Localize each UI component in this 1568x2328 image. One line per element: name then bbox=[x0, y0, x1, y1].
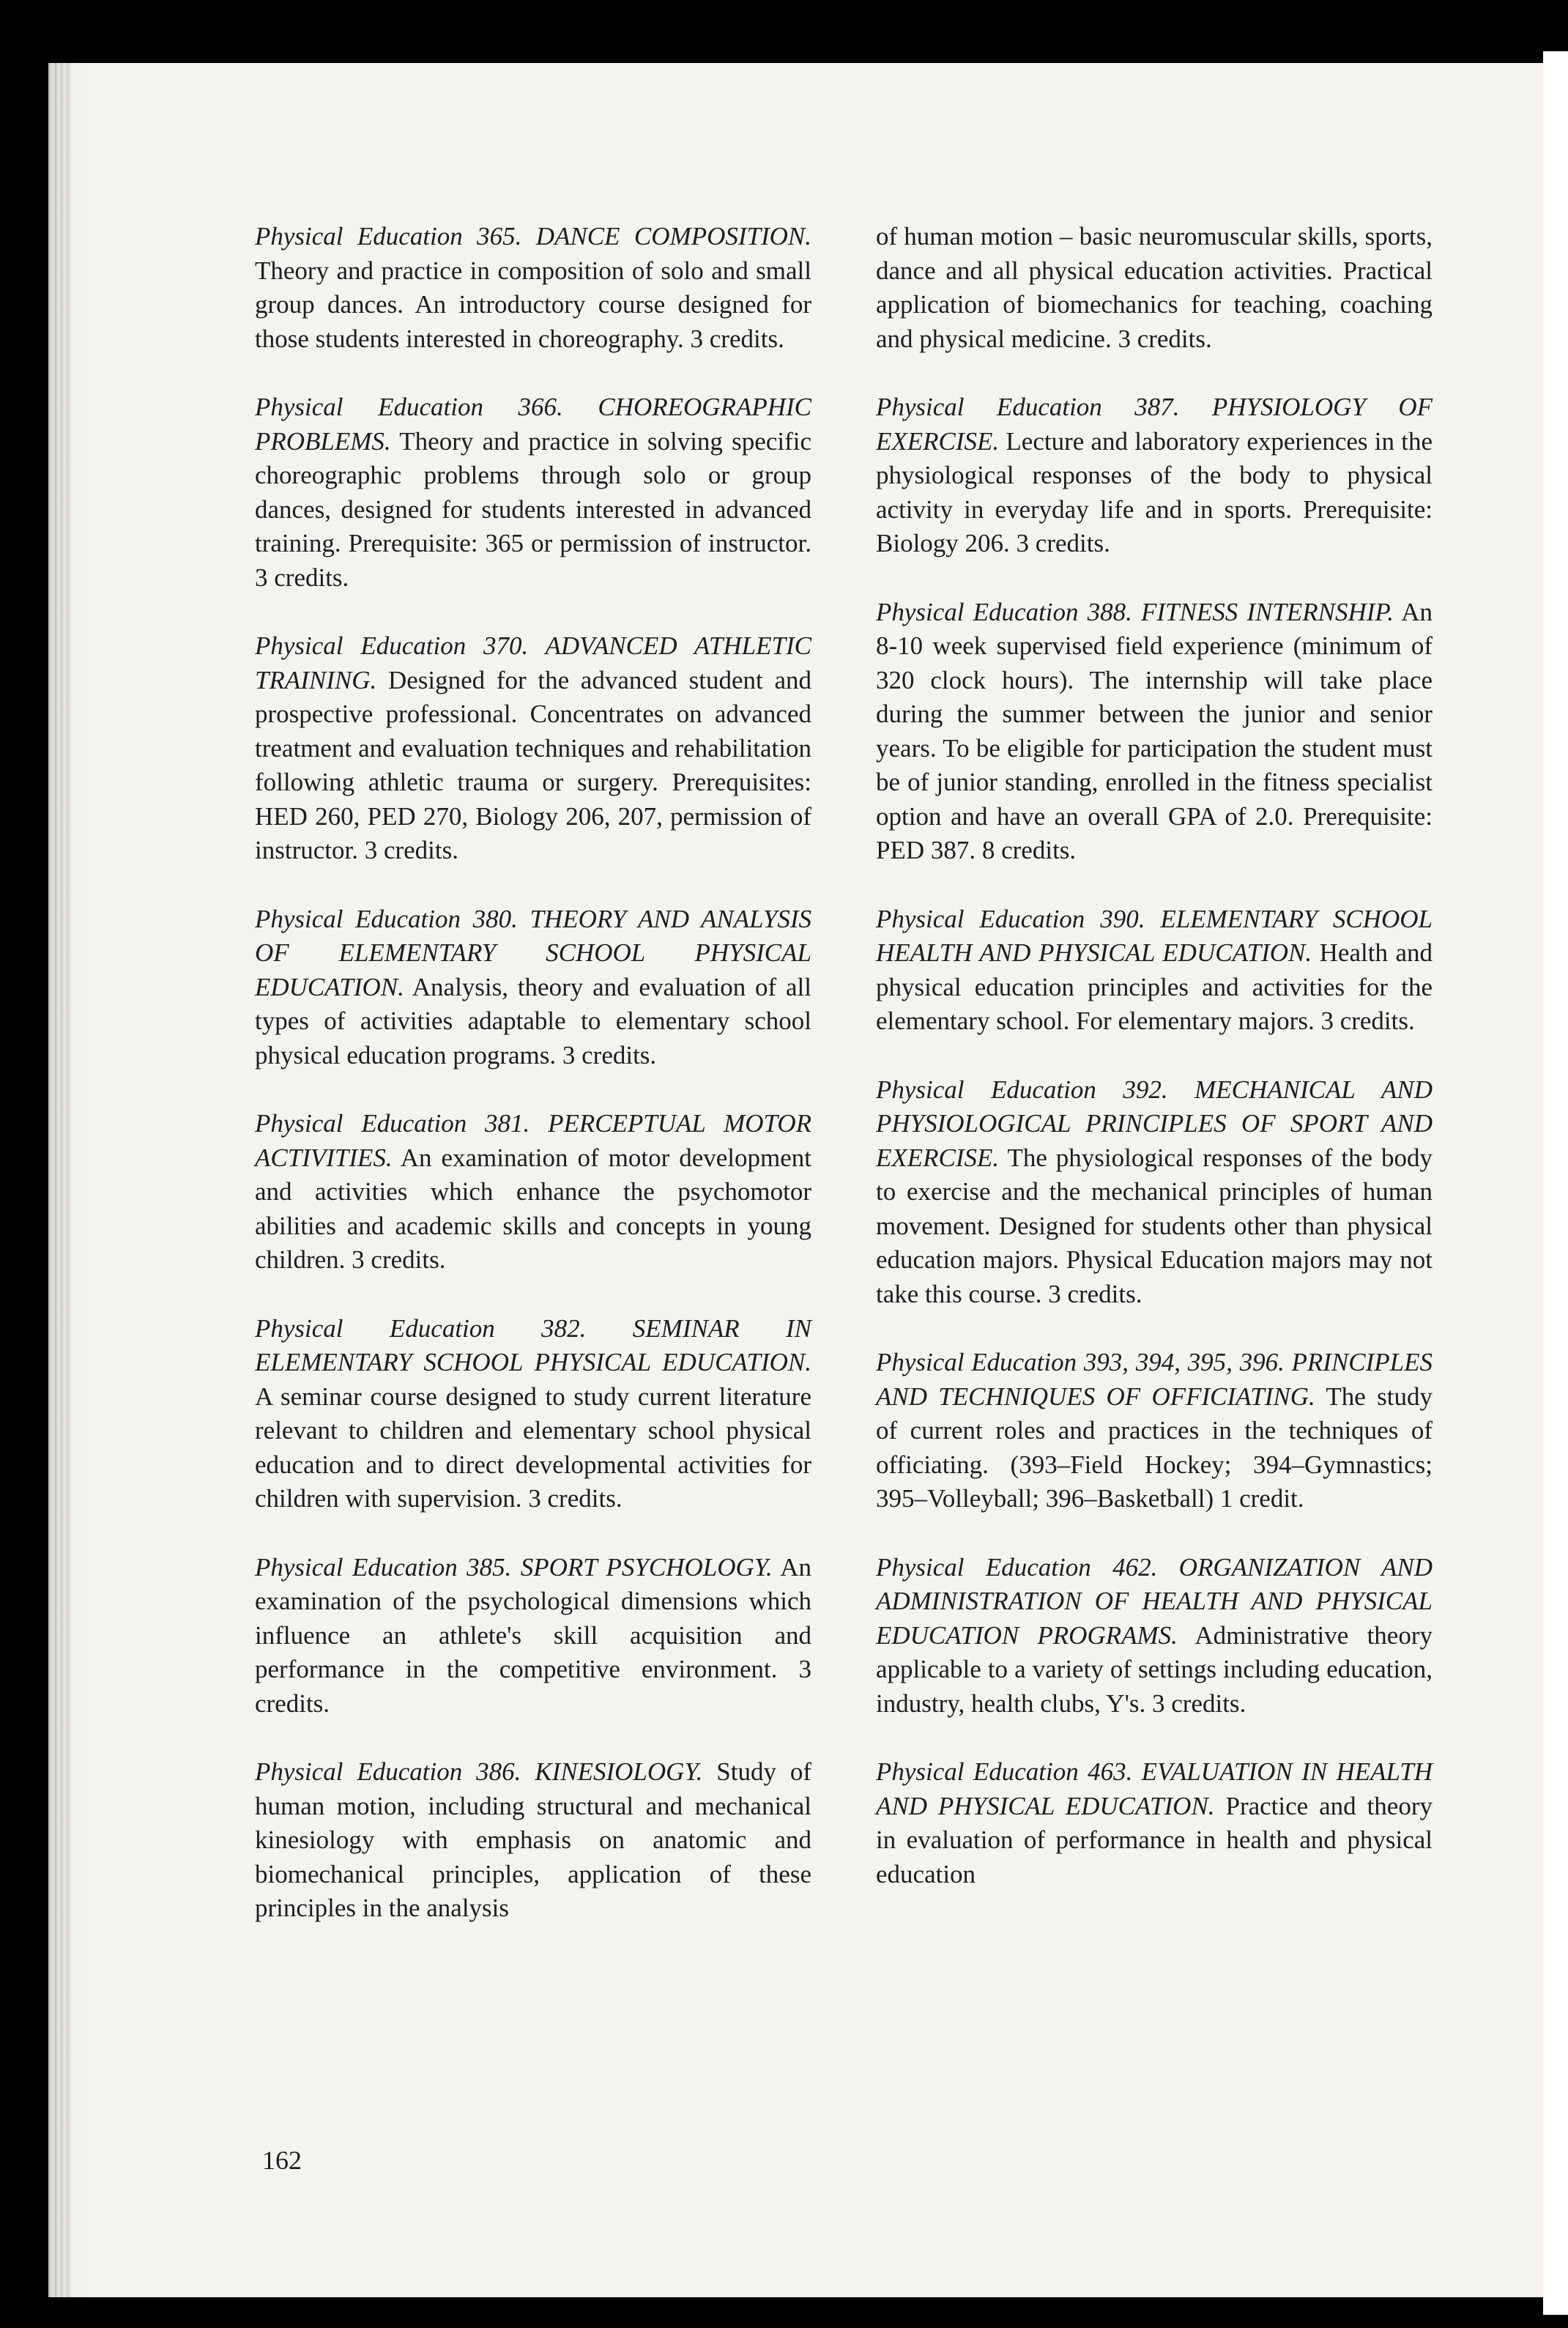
course-heading: Physical Education 392. MECHANICAL AND PHYSIOLOGICAL PRINCIPLES OF SPORT AND EXERCISE. bbox=[876, 1075, 1433, 1172]
course-entry bbox=[255, 629, 811, 868]
course-entry bbox=[876, 390, 1433, 561]
course-heading: Physical Education 390. ELEMENTARY SCHOOL HEALTH AND PHYSICAL EDUCATION. bbox=[876, 904, 1433, 967]
course-heading: Physical Education 393, 394, 395, 396. PRINCIPLES AND TECHNIQUES OF OFFICIATING. bbox=[876, 1348, 1433, 1411]
course-heading: Physical Education 381. PERCEPTUAL MOTOR ACTIVITIES. bbox=[255, 1109, 811, 1172]
course-heading: Physical Education 385. SPORT PSYCHOLOGY. bbox=[255, 1552, 773, 1582]
course-heading: Physical Education 386. KINESIOLOGY. bbox=[255, 1757, 703, 1786]
course-entry bbox=[255, 902, 811, 1073]
course-description: Administrative theory applicable to a variety of settings including education, industry, health clubs, Y's. 3 credits. bbox=[876, 1620, 1433, 1718]
course-entry bbox=[876, 596, 1433, 868]
course-heading: Physical Education 463. EVALUATION IN HEALTH AND PHYSICAL EDUCATION. bbox=[876, 1757, 1433, 1820]
course-description: Practice and theory in evaluation of performance in health and physical education bbox=[876, 1791, 1433, 1888]
scan-right-edge bbox=[1543, 51, 1568, 2315]
course-description: Designed for the advanced student and prospective professional. Concentrates on advanced treatment and evaluation techniques and rehabilitation following athletic trauma or surgery. Prerequisites: HED 260, PED 270, Biology 206, 207, permission of instructor. 3 credits. bbox=[255, 665, 811, 864]
course-description: Theory and practice in composition of solo and small group dances. An introductory course designed for those students interested in choreography. 3 credits. bbox=[255, 256, 811, 353]
continued-description: of human motion – basic neuromuscular skills, sports, dance and all physical education activities. Practical application of biomechanics for teaching, coaching and physical medicine. 3 credits. bbox=[876, 222, 1433, 353]
course-description: The study of current roles and practices in the techniques of officiating. (393–Field Hockey; 394–Gymnastics; 395–Volleyball; 396–Basketball) 1 credit. bbox=[876, 1382, 1433, 1513]
course-entry bbox=[876, 1346, 1433, 1516]
course-heading: Physical Education 366. CHOREOGRAPHIC PROBLEMS. bbox=[255, 393, 811, 456]
course-description: The physiological responses of the body to exercise and the mechanical principles of human movement. Designed for students other than physical education majors. Physical Education majors may not take this course. 3 credits. bbox=[876, 1143, 1433, 1308]
course-description: A seminar course designed to study current literature relevant to children and elementary school physical education and to direct developmental activities for children with supervision. 3 credits. bbox=[255, 1382, 811, 1513]
course-heading: Physical Education 370. ADVANCED ATHLETIC TRAINING. bbox=[255, 631, 811, 694]
course-entry bbox=[876, 902, 1433, 1039]
course-heading: Physical Education 365. DANCE COMPOSITION. bbox=[255, 222, 811, 251]
course-entry bbox=[255, 1551, 811, 1721]
course-description: Lecture and laboratory experiences in the physiological responses of the body to physical activity in everyday life and in sports. Prerequisite: Biology 206. 3 credits. bbox=[876, 426, 1433, 557]
course-description: Health and physical education principles and activities for the elementary school. For elementary majors. 3 credits. bbox=[876, 938, 1433, 1035]
course-description: An 8-10 week supervised field experience (minimum of 320 clock hours). The internship will take place during the summer between the junior and senior years. To be eligible for participation the student must be of junior standing, enrolled in the fitness specialist option and have an overall GPA of 2.0. Prerequisite: PED 387. 8 credits. bbox=[876, 597, 1433, 864]
course-description: Theory and practice in solving specific choreographic problems through solo or group dances, designed for students interested in advanced training. Prerequisite: 365 or permission of instructor. 3 credits. bbox=[255, 426, 811, 592]
course-entry bbox=[255, 390, 811, 595]
course-description: Analysis, theory and evaluation of all types of activities adaptable to elementary school physical education programs. 3 credits. bbox=[255, 972, 811, 1070]
page-number: 162 bbox=[262, 2146, 302, 2175]
course-description: An examination of the psychological dimensions which influence an athlete's skill acquisition and performance in the competitive environment. 3 credits. bbox=[255, 1552, 811, 1718]
course-entry bbox=[255, 1755, 811, 1926]
course-entry bbox=[255, 220, 811, 356]
left-column bbox=[255, 220, 811, 1926]
course-entry bbox=[255, 1312, 811, 1516]
course-heading: Physical Education 388. FITNESS INTERNSHIP. bbox=[876, 597, 1394, 626]
course-heading: Physical Education 380. THEORY AND ANALYSIS OF ELEMENTARY SCHOOL PHYSICAL EDUCATION. bbox=[255, 904, 811, 1001]
course-entry bbox=[876, 1073, 1433, 1312]
course-description: An examination of motor development and activities which enhance the psychomotor abilities and academic skills and concepts in young children. 3 credits. bbox=[255, 1143, 811, 1274]
course-heading: Physical Education 462. ORGANIZATION AND ADMINISTRATION OF HEALTH AND PHYSICAL EDUCATION PROGRAMS. bbox=[876, 1552, 1433, 1650]
right-column bbox=[876, 220, 1433, 1891]
course-heading: Physical Education 382. SEMINAR IN ELEMENTARY SCHOOL PHYSICAL EDUCATION. bbox=[255, 1313, 811, 1376]
course-entry bbox=[255, 1107, 811, 1278]
course-entry bbox=[876, 1551, 1433, 1721]
course-heading: Physical Education 387. PHYSIOLOGY OF EXERCISE. bbox=[876, 393, 1433, 456]
course-entry bbox=[876, 1755, 1433, 1891]
course-description: Study of human motion, including structural and mechanical kinesiology with emphasis on anatomic and biomechanical principles, application of these principles in the analysis bbox=[255, 1757, 811, 1922]
